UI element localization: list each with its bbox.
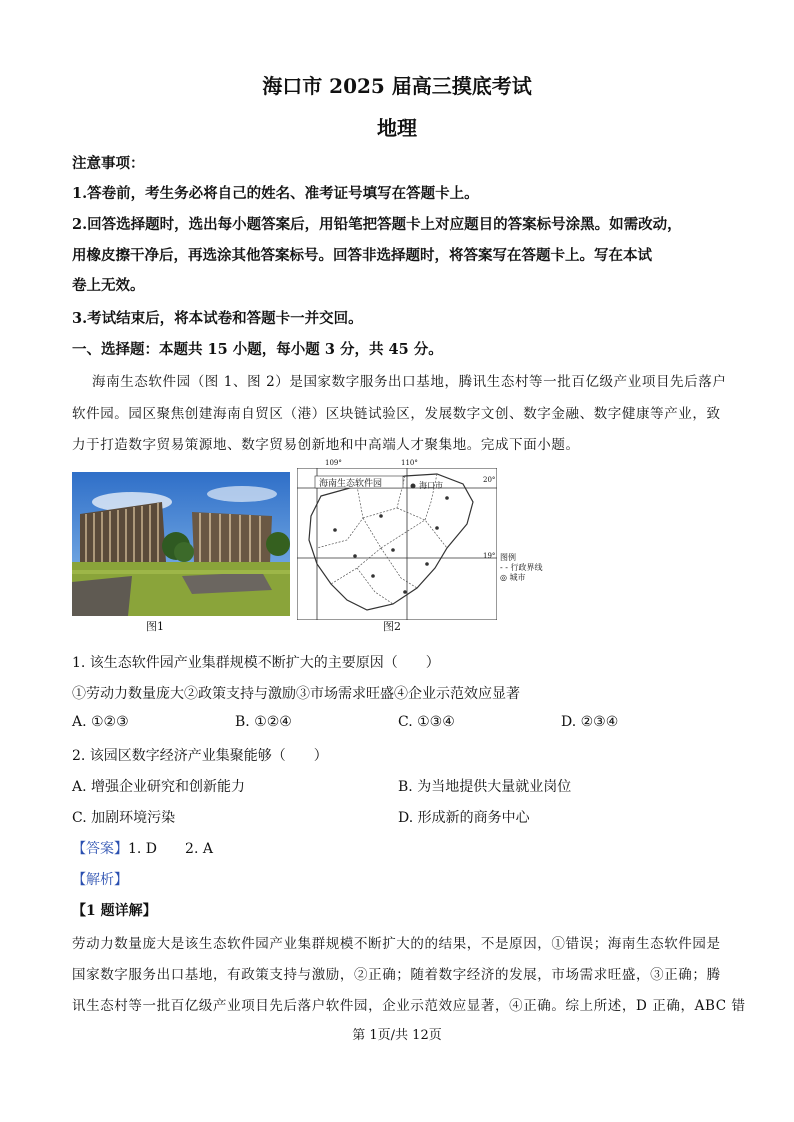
city-dot-icon: ◎ xyxy=(500,573,507,582)
answer-line xyxy=(72,838,722,858)
page-footer: 第 1页/共 12页 xyxy=(352,1028,442,1043)
section-heading: 一、选择题：本题共 15 小题，每小题 3 分，共 45 分。 xyxy=(72,341,443,358)
figure-1-photo xyxy=(72,472,290,616)
legend-city-label: 城市 xyxy=(509,573,526,582)
q2-stem: 2. 该园区数字经济产业集聚能够（ ） xyxy=(72,748,328,764)
legend-boundary-label: 行政界线 xyxy=(510,563,543,572)
notes-heading: 注意事项： xyxy=(72,155,145,172)
subject-title: 地理 xyxy=(377,116,417,140)
figure-2-map xyxy=(297,459,497,620)
passage-line-3: 力于打造数字贸易策源地、数字贸易创新地和中高端人才聚集地。完成下面小题。 xyxy=(72,437,580,453)
q2-option-a: A. 增强企业研究和创新能力 xyxy=(72,779,246,795)
q1-analysis-heading: 【1 题详解】 xyxy=(72,903,157,919)
analysis-line-3: 讯生态村等一批百亿级产业项目先后落户软件园，企业示范效应显著，④正确。综上所述，D 正确，ABC 错 xyxy=(72,998,746,1014)
q2-option-c: C. 加剧环境污染 xyxy=(72,810,176,826)
note-item-2-line-1: 2.回答选择题时，选出每小题答案后，用铅笔把答题卡上对应题目的答案标号涂黑。如需改动， xyxy=(72,216,682,233)
map-lat-20: 20° xyxy=(483,476,496,484)
map-park-label: 海南生态软件园 xyxy=(319,479,383,489)
note-item-1: 1.答卷前，考生务必将自己的姓名、准考证号填写在答题卡上。 xyxy=(72,185,479,202)
figure-1-caption: 图1 xyxy=(146,620,164,633)
q2-option-d: D. 形成新的商务中心 xyxy=(398,810,530,826)
map-lon-110: 110° xyxy=(401,459,418,467)
analysis-line-2: 国家数字服务出口基地，有政策支持与激励，②正确；随着数字经济的发展，市场需求旺盛，③正确；腾 xyxy=(72,967,721,983)
passage-line-1: 海南生态软件园（图 1、图 2）是国家数字服务出口基地，腾讯生态村等一批百亿级产业项目先后落户 xyxy=(92,374,727,390)
map-haikou-label: 海口市 xyxy=(419,481,443,490)
q1-option-b: B. ①②④ xyxy=(235,714,292,730)
exam-title: 海口市 2025 届高三摸底考试 xyxy=(262,74,532,98)
q1-option-c: C. ①③④ xyxy=(398,714,455,730)
legend-boundary-item xyxy=(500,563,543,573)
q1-option-d: D. ②③④ xyxy=(561,714,619,730)
legend-city-item xyxy=(500,573,543,583)
note-item-2-line-2: 用橡皮擦干净后，再选涂其他答案标号。回答非选择题时，将答案写在答题卡上。写在本试 xyxy=(72,247,652,264)
passage-line-2: 软件园。园区聚焦创建海南自贸区（港）区块链试验区，发展数字文创、数字金融、数字健康等产业，致 xyxy=(72,406,721,422)
hainan-map xyxy=(297,468,497,620)
note-item-3: 3.考试结束后，将本试卷和答题卡一并交回。 xyxy=(72,310,363,327)
analysis-tag: 【解析】 xyxy=(72,872,128,888)
q1-stem: 1. 该生态软件园产业集群规模不断扩大的主要原因（ ） xyxy=(72,655,440,671)
map-lon-109: 109° xyxy=(325,459,342,467)
q1-option-a: A. ①②③ xyxy=(72,714,129,730)
answer-tag: 【答案】 xyxy=(72,841,128,857)
legend-title: 图例 xyxy=(500,553,516,562)
map-legend xyxy=(500,553,543,583)
q2-option-b: B. 为当地提供大量就业岗位 xyxy=(398,779,572,795)
map-lat-19: 19° xyxy=(483,552,496,560)
figure-2-caption: 图2 xyxy=(383,620,401,633)
note-item-2-line-3: 卷上无效。 xyxy=(72,277,145,294)
park-photo-illustration xyxy=(72,472,290,616)
boundary-line-icon: - - xyxy=(500,563,508,572)
answer-text: 1. D 2. A xyxy=(128,841,213,857)
analysis-line-1: 劳动力数量庞大是该生态软件园产业集群规模不断扩大的的结果，不是原因，①错误；海南生态软件园是 xyxy=(72,936,721,952)
q1-factors: ①劳动力数量庞大②政策支持与激励③市场需求旺盛④企业示范效应显著 xyxy=(72,686,520,702)
